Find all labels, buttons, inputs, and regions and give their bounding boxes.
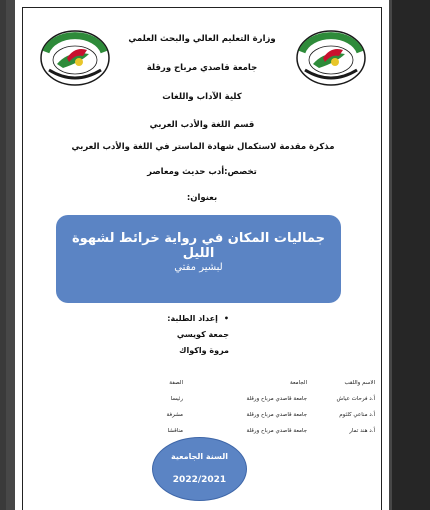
students-block <box>167 314 229 362</box>
member-name: أ.د هند تمار <box>349 428 375 434</box>
academic-year-badge <box>152 437 247 501</box>
member-university: جامعة قاصدي مرباح ورقلة <box>246 428 307 434</box>
bullet-icon: • <box>223 314 229 323</box>
member-role: مناقشا <box>167 428 183 434</box>
member-name: أ.د مناعي كلثوم <box>339 412 375 418</box>
header-name: الاسم واللقب <box>344 380 375 386</box>
document-page <box>15 0 389 510</box>
specialty-line: تخصص:أدب حديث ومعاصر <box>147 167 257 177</box>
header-role: الصفة <box>169 380 183 386</box>
member-name: أ.د فرحات عياش <box>336 396 375 402</box>
member-university: جامعة قاصدي مرباح ورقلة <box>246 412 307 418</box>
university-line: جامعة قاصدي مرباح ورقلة <box>146 63 258 73</box>
viewer-scrollbar[interactable] <box>392 0 430 510</box>
memo-line: مذكرة مقدمة لاستكمال شهادة الماستر في اللغة والأدب العربي <box>71 142 335 152</box>
academic-year-label: السنة الجامعية <box>171 452 228 461</box>
thesis-title: جماليات المكان في رواية خرائط لشهوة الليل <box>72 231 325 261</box>
viewer-left-margin <box>0 0 6 510</box>
member-role: رئيسا <box>170 396 183 402</box>
member-university: جامعة قاصدي مرباح ورقلة <box>246 396 307 402</box>
header-university: الجامعة <box>290 380 307 386</box>
department-line: قسم اللغة والأدب العربي <box>149 120 255 130</box>
ministry-line: وزارة التعليم العالي والبحث العلمي <box>128 34 276 44</box>
title-label: بعنوان: <box>186 193 218 203</box>
academic-year-value: 2022/2021 <box>172 475 227 485</box>
student-name: جمعة كويسي <box>176 330 229 339</box>
student-name: مروة واكواك <box>179 346 229 355</box>
committee-table <box>75 380 375 444</box>
students-label: •إعداد الطلبة: <box>167 314 229 323</box>
committee-header-row <box>75 380 375 396</box>
member-role: مشرفة <box>166 412 183 418</box>
thesis-author: لبشير مفتي <box>174 262 223 273</box>
faculty-line: كلية الآداب واللغات <box>162 92 242 102</box>
committee-row <box>75 396 375 412</box>
committee-row <box>75 412 375 428</box>
thesis-title-box <box>56 215 341 303</box>
